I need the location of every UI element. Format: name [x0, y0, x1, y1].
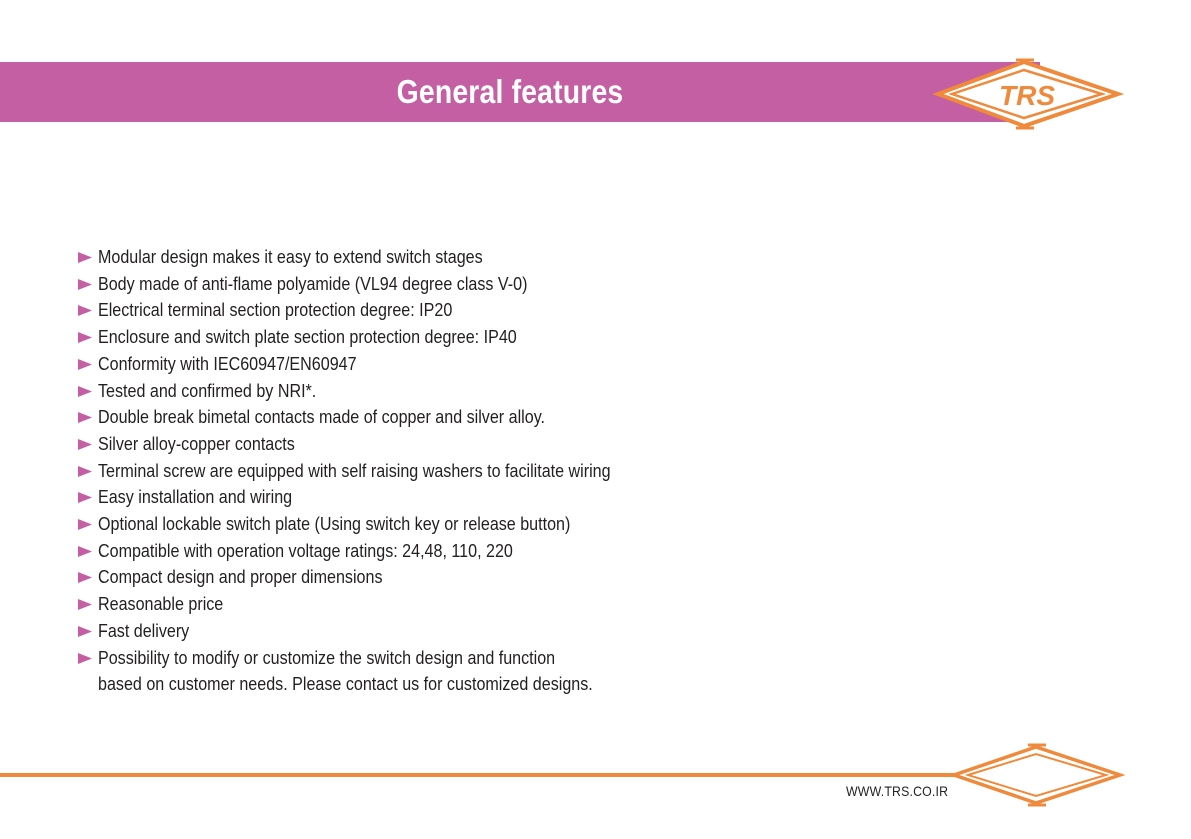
list-item: Conformity with IEC60947/EN60947	[76, 351, 687, 378]
triangle-bullet-icon	[78, 653, 92, 664]
trs-logo-bottom	[948, 743, 1126, 807]
trs-diamond-outline-icon	[954, 745, 1120, 805]
list-item: Terminal screw are equipped with self raising washers to facilitate wiring	[76, 458, 687, 485]
triangle-bullet-icon	[78, 519, 92, 530]
list-item: Modular design makes it easy to extend switch stages	[76, 244, 687, 271]
list-item: Double break bimetal contacts made of copper and silver alloy.	[76, 404, 687, 431]
logo-text: TRS	[999, 80, 1055, 111]
list-item: Enclosure and switch plate section protection degree: IP40	[76, 324, 687, 351]
triangle-bullet-icon	[78, 412, 92, 423]
list-item: Reasonable price	[76, 591, 687, 618]
trs-diamond-logo-icon	[938, 60, 1118, 128]
list-item: Fast delivery	[76, 618, 687, 645]
features-list	[76, 244, 687, 698]
triangle-bullet-icon	[78, 359, 92, 370]
list-item: Body made of anti-flame polyamide (VL94 degree class V-0)	[76, 271, 687, 298]
footer-url[interactable]: WWW.TRS.CO.IR	[846, 783, 949, 799]
triangle-bullet-icon	[78, 305, 92, 316]
triangle-bullet-icon	[78, 599, 92, 610]
list-item: Silver alloy-copper contacts	[76, 431, 687, 458]
list-item: Compact design and proper dimensions	[76, 564, 687, 591]
triangle-bullet-icon	[78, 572, 92, 583]
list-item: Tested and confirmed by NRI*.	[76, 378, 687, 405]
triangle-bullet-icon	[78, 252, 92, 263]
triangle-bullet-icon	[78, 332, 92, 343]
page-title: General features	[396, 73, 624, 110]
list-item: Electrical terminal section protection degree: IP20	[76, 297, 687, 324]
triangle-bullet-icon	[78, 439, 92, 450]
triangle-bullet-icon	[78, 626, 92, 637]
list-item: Easy installation and wiring	[76, 484, 687, 511]
list-item: Optional lockable switch plate (Using switch key or release button)	[76, 511, 687, 538]
list-item-continuation: based on customer needs. Please contact us for customized designs.	[98, 673, 593, 695]
triangle-bullet-icon	[78, 466, 92, 477]
footer-rule	[0, 773, 955, 777]
list-item: Possibility to modify or customize the switch design and function	[76, 645, 687, 672]
triangle-bullet-icon	[78, 546, 92, 557]
triangle-bullet-icon	[78, 386, 92, 397]
list-item: Compatible with operation voltage ratings: 24,48, 110, 220	[76, 538, 687, 565]
trs-logo-top	[930, 58, 1126, 130]
triangle-bullet-icon	[78, 279, 92, 290]
triangle-bullet-icon	[78, 492, 92, 503]
